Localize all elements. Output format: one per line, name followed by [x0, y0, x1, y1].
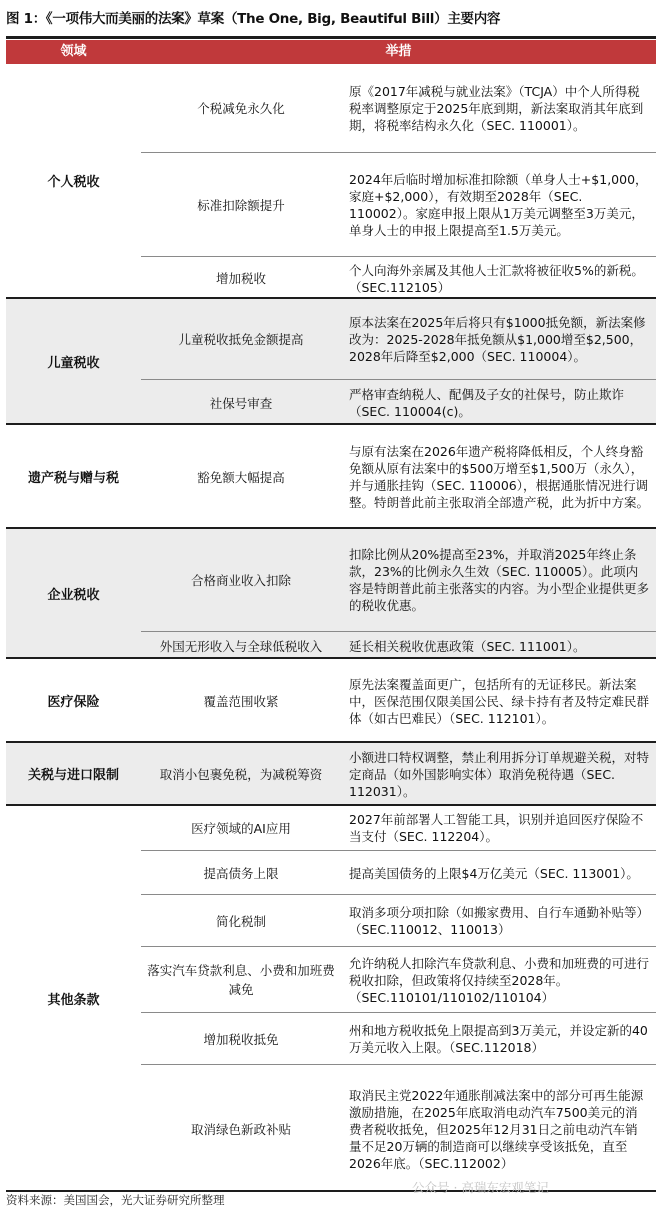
table-row: [141, 256, 656, 300]
group-estate-gift-tax: [6, 425, 656, 529]
group-personal-tax: [6, 64, 656, 299]
measure-cell: 医疗领域的AI应用: [191, 820, 291, 836]
watermark: 公众号 · 高瑞东宏观笔记: [412, 1180, 549, 1195]
header-domain: 领域: [60, 44, 87, 59]
measure-cell: 提高债务上限: [203, 865, 279, 881]
table-row: [141, 659, 656, 743]
group-child-tax: [6, 299, 656, 425]
desc-cell: 原本法案在2025年后将只有$1000抵免额，新法案修改为：2025-2028年抵免额从$1,000增至$2,500，2028年后降至$2,000（SEC. 110004）。: [349, 314, 646, 364]
desc-cell: 个人向海外亲属及其他人士汇款将被征收5%的新税。（SEC.112105）: [349, 262, 644, 295]
measure-cell: 增加税收抵免: [203, 1031, 279, 1047]
measure-cell: 豁免额大幅提高: [197, 469, 285, 485]
desc-cell: 原《2017年减税与就业法案》（TCJA）中个人所得税税率调整原定于2025年底到期，新法案取消其年底到期，将税率结构永久化（SEC. 110001）。: [349, 83, 644, 133]
measure-cell: 取消小包裹免税，为减税筹资: [159, 767, 323, 782]
table-row: [141, 299, 656, 379]
group-corporate-tax: [6, 529, 656, 659]
measure-cell: 个税减免永久化: [197, 100, 285, 116]
measure-cell: 外国无形收入与全球低税收入: [159, 638, 323, 654]
domain-cell: 儿童税收: [47, 355, 100, 371]
measure-cell: 标准扣除额提升: [197, 197, 285, 213]
table-row: [141, 946, 656, 1013]
table-row: [141, 631, 656, 660]
desc-cell: 小额进口特权调整，禁止利用拆分订单规避关税，对特定商品（如外国影响实体）取消免税待遇（SEC. 112031）。: [349, 750, 650, 799]
measure-cell: 儿童税收抵免金额提高: [178, 331, 304, 347]
table-row: [141, 1012, 656, 1065]
desc-cell: 延长相关税收优惠政策（SEC. 111001）。: [349, 638, 586, 654]
group-tariffs-imports: [6, 743, 656, 806]
table-row: [141, 850, 656, 895]
table-row: [141, 64, 656, 152]
table-row: [141, 743, 656, 806]
measure-cell: 简化税制: [215, 913, 266, 929]
measure-cell: 社保号审查: [209, 395, 273, 411]
domain-cell: 个人税收: [47, 175, 100, 190]
measure-cell: 落实汽车贷款利息、小费和加班费减免: [147, 963, 335, 997]
group-other-provisions: [6, 806, 656, 1192]
desc-cell: 严格审查纳税人、配偶及子女的社保号，防止欺诈（SEC. 110004(c)。: [349, 387, 625, 419]
table-row: [141, 529, 656, 631]
table-row: [141, 152, 656, 257]
desc-cell: 扣除比例从20%提高至23%，并取消2025年终止条款，23%的比例永久生效（SEC. 110005）。此项内容是特朗普此前主张落实的内容。为小型企业提供更多的税收优惠。: [349, 547, 650, 613]
table-header: [6, 40, 656, 64]
desc-cell: 州和地方税收抵免上限提高到3万美元，并设定新的40万美元收入上限。（SEC.112018）: [349, 1023, 648, 1055]
desc-cell: 2027年前部署人工智能工具，识别并追回医疗保险不当支付（SEC. 112204）。: [349, 812, 644, 844]
domain-cell: 医疗保险: [47, 694, 100, 710]
top-rule: [6, 36, 656, 39]
table-row: [141, 1064, 656, 1193]
desc-cell: 允许纳税人扣除汽车贷款利息、小费和加班费的可进行税收扣除，但政策将仅持续至2028年。（SEC.110101/110102/110104）: [349, 955, 650, 1005]
desc-cell: 取消民主党2022年通胀削减法案中的部分可再生能源激励措施，在2025年底取消电动汽车7500美元的消费者税收抵免，但2025年12月31日之前电动汽车销量不足20万辆的制造商可以继续享受该抵免，直至2026年底。（SEC.112002）: [349, 1087, 644, 1171]
measure-cell: 增加税收: [215, 271, 266, 286]
measure-cell: 覆盖范围收紧: [203, 693, 279, 709]
header-measure: 举措: [385, 44, 412, 59]
source-note: 资料来源：美国国会，光大证券研究所整理: [6, 1193, 225, 1207]
measure-cell: 合格商业收入扣除: [190, 572, 291, 588]
table-row: [141, 379, 656, 426]
domain-cell: 企业税收: [47, 587, 100, 603]
domain-cell: 其他条款: [47, 992, 100, 1008]
table-row: [141, 806, 656, 850]
desc-cell: 与原有法案在2026年遗产税将降低相反，个人终身豁免额从原有法案中的$500万增至$1,500万（永久），并与通胀挂钩（SEC. 110006），根据通胀情况进行调整。特朗普此前主张取消全部遗产税，此为折中方案。: [349, 444, 650, 510]
desc-cell: 取消多项分项扣除（如搬家费用、自行车通勤补贴等）（SEC.110012、110013）: [349, 905, 650, 937]
table-row: [141, 894, 656, 947]
desc-cell: 原先法案覆盖面更广，包括所有的无证移民。新法案中，医保范围仅限美国公民、绿卡持有者及特定难民群体（如古巴难民）（SEC. 112101）。: [349, 676, 650, 726]
domain-cell: 遗产税与赠与税: [27, 470, 119, 486]
figure-title: 图 1：《一项伟大而美丽的法案》草案（The One, Big, Beautiful Bill）主要内容: [6, 11, 501, 27]
desc-cell: 提高美国债务的上限$4万亿美元（SEC. 113001）。: [349, 865, 639, 881]
measure-cell: 取消绿色新政补贴: [190, 1121, 291, 1137]
group-medical-insurance: [6, 659, 656, 743]
desc-cell: 2024年后临时增加标准扣除额（单身人士+$1,000，家庭+$2,000），有效期至2028年（SEC. 110002）。家庭申报上限从1万美元调整至3万美元，单身人士的申报上限提高至1.5万美元。: [349, 172, 648, 238]
domain-cell: 关税与进口限制: [27, 768, 119, 783]
table-row: [141, 425, 656, 529]
